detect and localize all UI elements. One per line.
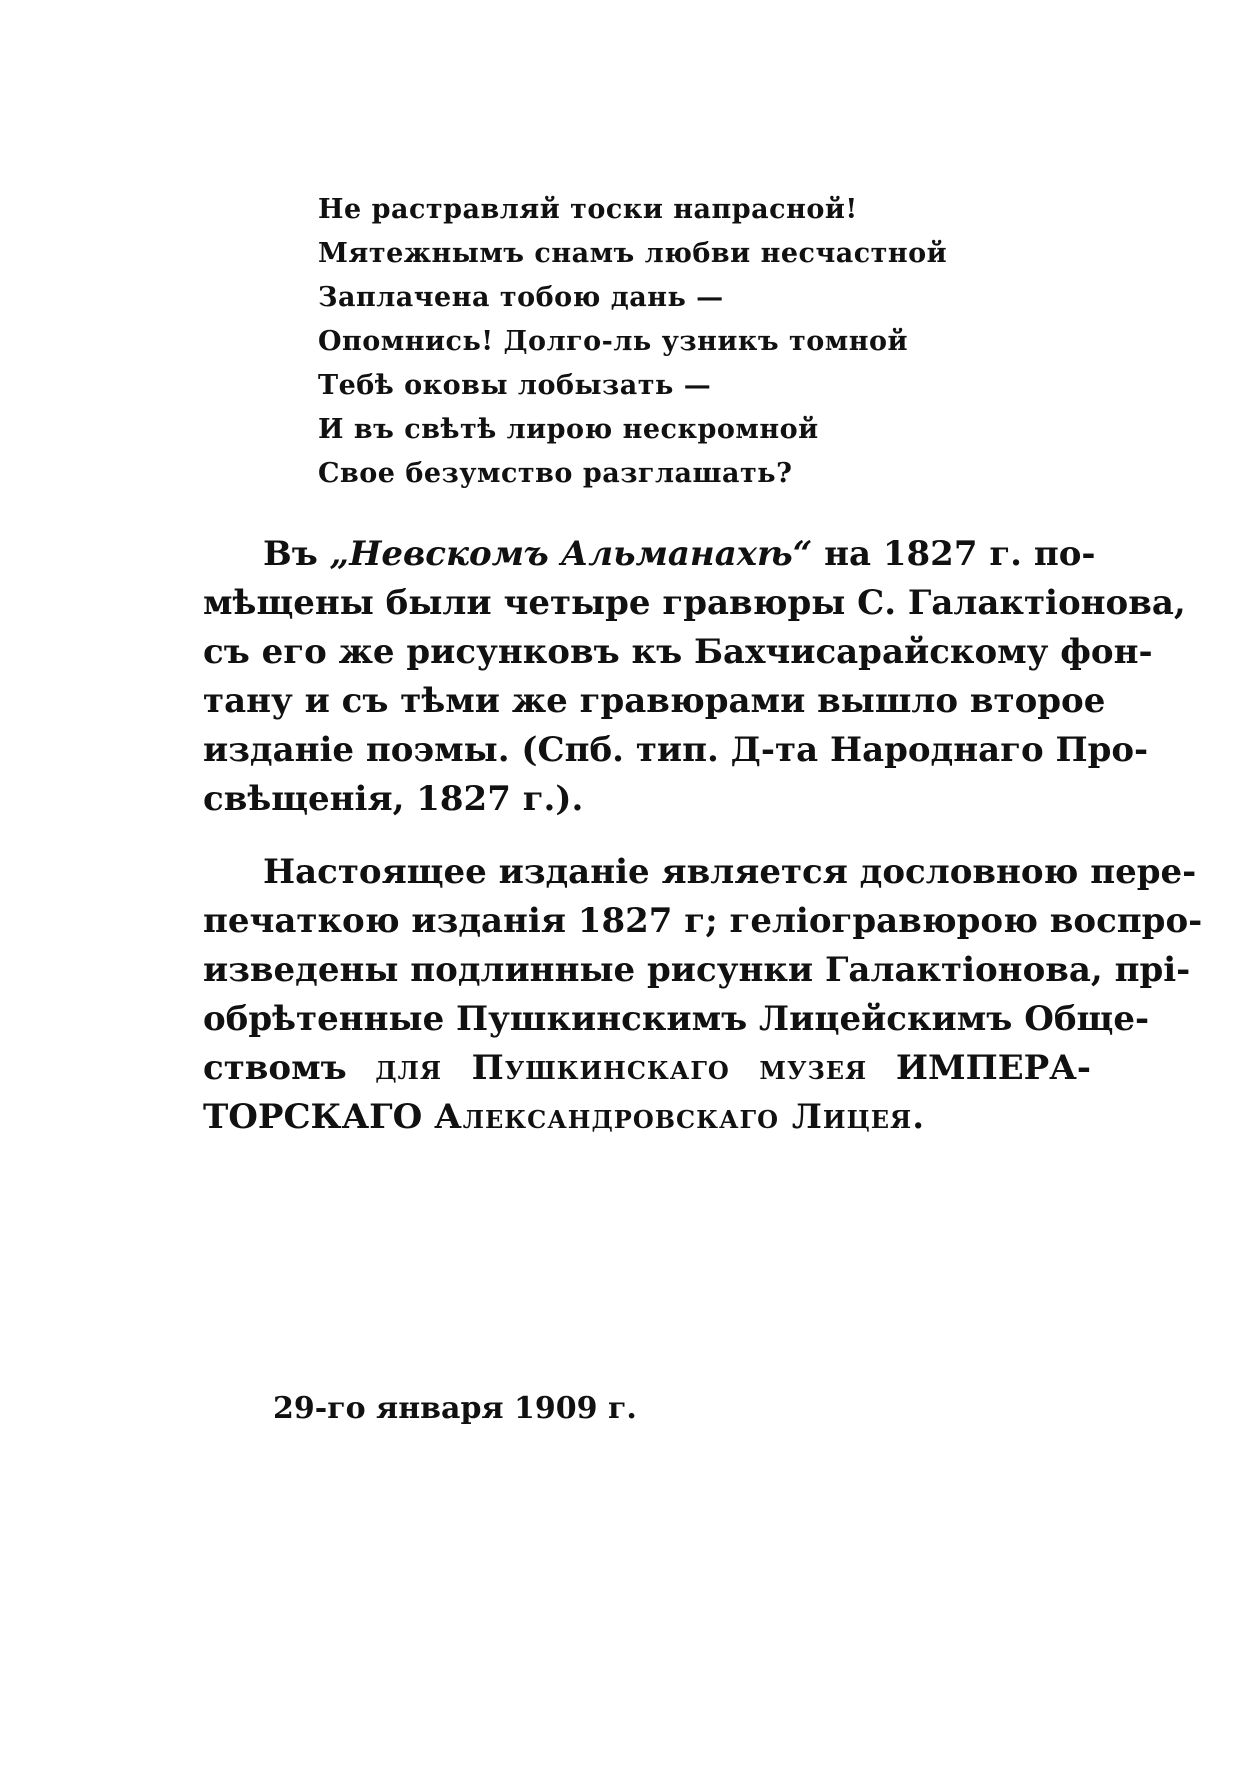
paragraph-almanac-note	[203, 530, 1186, 824]
poem-line: Тебѣ оковы лобызать —	[318, 370, 712, 401]
paragraph-line: изведены подлинные рисунки Галактіонова, прі-	[203, 950, 1191, 990]
poem-line: И въ свѣтѣ лирою нескромной	[318, 414, 819, 445]
line-text: .	[912, 1097, 925, 1137]
poem-line: Опомнись! Долго-ль узникъ томной	[318, 326, 909, 357]
paragraph-line: свѣщенія, 1827 г.).	[203, 779, 584, 819]
line-text: ТОРСКАГО	[203, 1097, 435, 1137]
line-text: ствомъ	[203, 1048, 376, 1088]
lyceum-name: Александровскаго Лицея	[434, 1097, 913, 1137]
paragraph-line: изданіе поэмы. (Спб. тип. Д-та Народнаго Про-	[203, 730, 1149, 770]
paragraph-line	[203, 1093, 1091, 1142]
paragraph-line: съ его же рисунковъ къ Бахчисарайскому фон-	[203, 632, 1153, 672]
paragraph-line: мѣщены были четыре гравюры С. Галактіонова,	[203, 583, 1186, 623]
poem-line: Заплачена тобою дань —	[318, 282, 724, 313]
document-date: 29-го января 1909 г.	[273, 1391, 637, 1426]
paragraph-line: обрѣтенные Пушкинскимъ Лицейскимъ Обще-	[203, 999, 1150, 1039]
poem-line: Мятежнымъ снамъ любви несчастной	[318, 238, 948, 269]
paragraph-line: печаткою изданія 1827 г; геліогравюрою воспро-	[203, 901, 1203, 941]
line-text: Въ	[263, 534, 330, 574]
line-text: на 1827 г. по-	[812, 534, 1096, 574]
almanac-title: „Невскомъ Альманахѣ“	[329, 534, 813, 574]
paragraph-line: тану и съ тѣми же гравюрами вышло второе	[203, 681, 1106, 721]
line-text: ИМПЕРА-	[867, 1048, 1091, 1088]
museum-name: для Пушкинскаго музея	[375, 1048, 868, 1088]
paragraph-line	[203, 530, 1096, 579]
paragraph-edition-note	[203, 848, 1203, 1142]
poem-stanza	[318, 188, 998, 496]
poem-line: Не растравляй тоски напрасной!	[318, 194, 858, 225]
poem-line: Свое безумство разглашать?	[318, 458, 793, 489]
paragraph-line: Настоящее изданіе является дословною пере-	[263, 852, 1197, 892]
paragraph-line	[203, 1044, 1091, 1093]
